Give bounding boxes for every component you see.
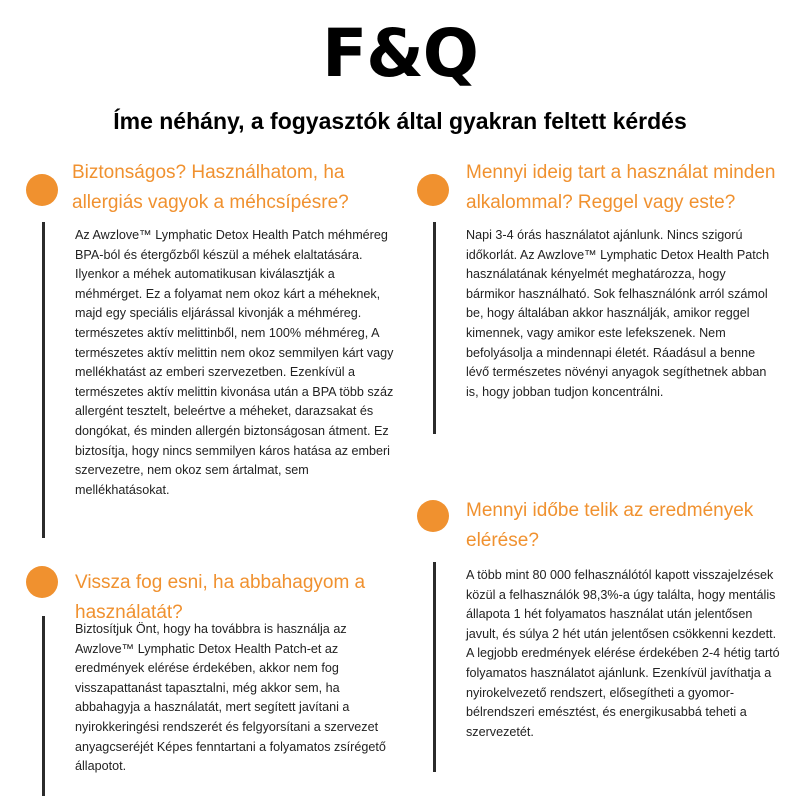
faq-question: Mennyi ideig tart a használat minden alkalommal? Reggel vagy este?: [466, 162, 776, 213]
divider-bar: [433, 222, 436, 434]
divider-bar: [42, 616, 45, 796]
page-subtitle: Íme néhány, a fogyasztók által gyakran feltett kérdés: [113, 108, 687, 134]
divider-bar: [42, 222, 45, 538]
divider-bar: [433, 562, 436, 772]
faq-answer: Az Awzlove™ Lymphatic Detox Health Patch méhméreg BPA-ból és étergőzből készül a méhek elaltatására. Ilyenkor a méhek automatikusan kiválasztják a méhmérget. Ez a folyamat nem okoz kárt a méheknek, majd egy speciális eljárással kivonják a méhméreg. természetes aktív melittinből, nem 100% méhméreg, A természetes aktív melittin nem okoz semmilyen kárt vagy mellékhatást az emberi szervezetben. Ezenkívül a természetes aktív melittin kivonása után a BPA több száz allergént tesztelt, beleértve a méheket, darazsakat és dongókat, és minden allergén biztonságosan átment. Ez biztosítja, hogy nincs semmilyen káros hatása az emberi szervezetre, nem okoz sem ártalmat, sem mellékhatásokat.: [75, 228, 394, 497]
faq-answer: Napi 3-4 órás használatot ajánlunk. Nincs szigorú időkorlát. Az Awzlove™ Lymphatic Detox Health Patch használatának kényelmét meghatározza, hogy bármikor használható. Sok felhasználónk arról számol be, hogy általában akkor használják, amikor reggel kimennek, vagy amikor este lefekszenek. Nem befolyásolja a mindennapi életét. Ráadásul a benne lévő természetes növényi anyagok segíthetnek abban is, hogy jobban tudjon koncentrálni.: [466, 228, 770, 399]
faq-question: Mennyi időbe telik az eredmények elérése?: [466, 500, 754, 551]
bullet-dot-icon: [26, 566, 58, 598]
faq-question: Biztonságos? Használhatom, ha allergiás vagyok a méhcsípésre?: [72, 162, 349, 213]
bullet-dot-icon: [417, 500, 449, 532]
bullet-dot-icon: [417, 174, 449, 206]
faq-answer: Biztosítjuk Önt, hogy ha továbbra is használja az Awzlove™ Lymphatic Detox Health Patch-et az eredmények elérése érdekében, akkor nem fog visszapattanást tapasztalni, még akkor sem, ha abbahagyja a használatát, mert segített javítani a nyirokkeringési rendszerét és felgyorsítani a szervezet anyagcseréjét Képes fenntartani a folyamatos zsírégető állapotot.: [75, 622, 386, 774]
bullet-dot-icon: [26, 174, 58, 206]
faq-answer: A több mint 80 000 felhasználótól kapott visszajelzések közül a felhasználók 98,3%-a úgy találta, hogy mentális állapota 1 hét folyamatos használat után jelentősen javult, és súlya 2 hét után jelentősen csökkenni kezdett. A legjobb eredmények elérése érdekében 2-4 hétig tartó folyamatos használatot ajánlunk. Ezenkívül javíthatja a nyirokelvezető rendszert, elősegítheti a gyomor-bélrendszeri emésztést, és energikusabbá teheti a szervezetét.: [466, 568, 780, 739]
faq-question: Vissza fog esni, ha abbahagyom a használatát?: [75, 572, 366, 623]
page-title: F&Q: [322, 15, 478, 92]
